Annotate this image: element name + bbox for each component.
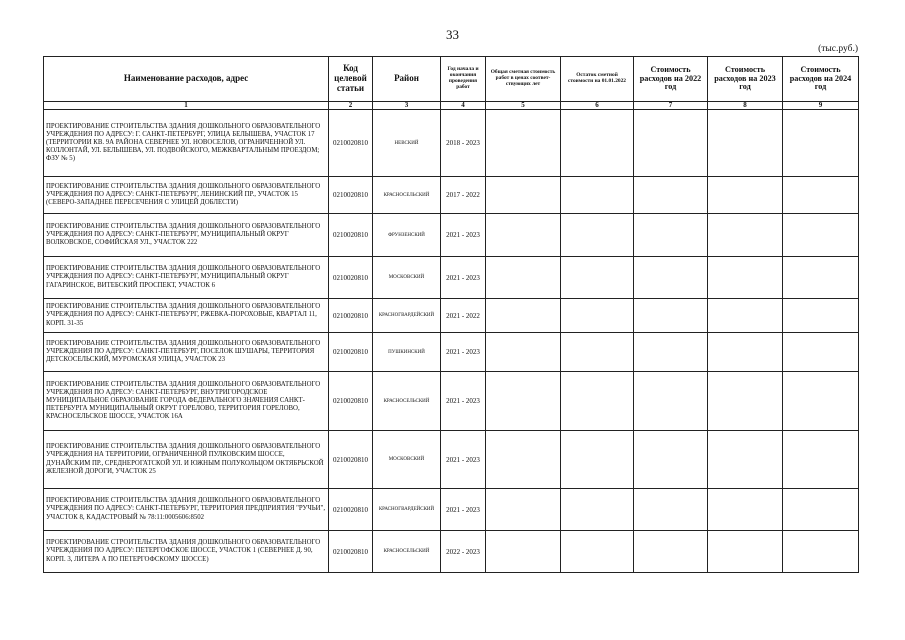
- row-period: 2021 - 2023: [441, 333, 486, 372]
- row-district: МОСКОВСКИЙ: [373, 431, 441, 489]
- row-cost-2023: [708, 531, 783, 573]
- header-code: Код целевой статьи: [329, 57, 373, 102]
- row-cost-2022: [634, 110, 708, 177]
- header-cost-2023: Стоимость расходов на 2023 год: [708, 57, 783, 102]
- row-cost-2024: [783, 489, 859, 531]
- row-district: КРАСНОГВАРДЕЙСКИЙ: [373, 299, 441, 333]
- table-row: [44, 299, 859, 333]
- row-period: 2018 - 2023: [441, 110, 486, 177]
- row-cost-2024: [783, 177, 859, 214]
- row-estimate: [486, 489, 561, 531]
- row-code: 0210020810: [329, 214, 373, 257]
- table-row: [44, 333, 859, 372]
- row-remainder: [561, 489, 634, 531]
- header-row: [44, 57, 859, 102]
- row-remainder: [561, 333, 634, 372]
- row-cost-2022: [634, 333, 708, 372]
- row-cost-2022: [634, 257, 708, 299]
- row-period: 2021 - 2023: [441, 431, 486, 489]
- row-cost-2023: [708, 177, 783, 214]
- row-cost-2024: [783, 299, 859, 333]
- table-row: [44, 372, 859, 431]
- column-number: 3: [373, 102, 441, 110]
- row-remainder: [561, 299, 634, 333]
- row-estimate: [486, 214, 561, 257]
- column-number: 7: [634, 102, 708, 110]
- row-estimate: [486, 299, 561, 333]
- row-cost-2022: [634, 214, 708, 257]
- row-name: ПРОЕКТИРОВАНИЕ СТРОИТЕЛЬСТВА ЗДАНИЯ ДОШКОЛЬНОГО ОБРАЗОВАТЕЛЬНОГО УЧРЕЖДЕНИЯ ПО АДРЕСУ: САНКТ-ПЕТЕРБУРГ, МУНИЦИПАЛЬНЫЙ ОКРУГ ГАГАРИНСКОЕ, ВИТЕБСКИЙ ПРОСПЕКТ, УЧАСТОК 6: [44, 257, 329, 299]
- row-cost-2022: [634, 431, 708, 489]
- row-district: КРАСНОСЕЛЬСКИЙ: [373, 177, 441, 214]
- row-period: 2021 - 2023: [441, 214, 486, 257]
- row-district: КРАСНОСЕЛЬСКИЙ: [373, 372, 441, 431]
- row-cost-2024: [783, 110, 859, 177]
- row-code: 0210020810: [329, 299, 373, 333]
- row-cost-2024: [783, 214, 859, 257]
- table-row: [44, 431, 859, 489]
- row-estimate: [486, 257, 561, 299]
- row-cost-2022: [634, 489, 708, 531]
- row-cost-2022: [634, 299, 708, 333]
- column-number: 9: [783, 102, 859, 110]
- row-name: ПРОЕКТИРОВАНИЕ СТРОИТЕЛЬСТВА ЗДАНИЯ ДОШКОЛЬНОГО ОБРАЗОВАТЕЛЬНОГО УЧРЕЖДЕНИЯ НА ТЕРРИТОРИИ, ОГРАНИЧЕННОЙ ПУЛКОВСКИМ ШОССЕ, ДУНАЙСКИМ ПР., СРЕДНЕРОГАТСКОЙ УЛ. И ЮЖНЫМ ПОЛУКОЛЬЦОМ ОКТЯБРЬСКОЙ ЖЕЛЕЗНОЙ ДОРОГИ, УЧАСТОК 25: [44, 431, 329, 489]
- table-row: [44, 214, 859, 257]
- table-row: [44, 489, 859, 531]
- row-district: МОСКОВСКИЙ: [373, 257, 441, 299]
- unit-note: (тыс.руб.): [818, 44, 858, 54]
- row-name: ПРОЕКТИРОВАНИЕ СТРОИТЕЛЬСТВА ЗДАНИЯ ДОШКОЛЬНОГО ОБРАЗОВАТЕЛЬНОГО УЧРЕЖДЕНИЯ ПО АДРЕСУ: САНКТ-ПЕТЕРБУРГ, МУНИЦИПАЛЬНЫЙ ОКРУГ ВОЛКОВСКОЕ, СОФИЙСКАЯ УЛ., УЧАСТОК 222: [44, 214, 329, 257]
- row-district: ПУШКИНСКИЙ: [373, 333, 441, 372]
- table-row: [44, 257, 859, 299]
- column-number: 6: [561, 102, 634, 110]
- row-cost-2023: [708, 489, 783, 531]
- header-estimate: Общая сметная стоимость работ в ценах соответ-ствующих лет: [486, 57, 561, 102]
- row-cost-2024: [783, 333, 859, 372]
- row-cost-2023: [708, 431, 783, 489]
- row-code: 0210020810: [329, 257, 373, 299]
- row-remainder: [561, 531, 634, 573]
- row-cost-2022: [634, 531, 708, 573]
- row-code: 0210020810: [329, 177, 373, 214]
- row-estimate: [486, 177, 561, 214]
- row-name: ПРОЕКТИРОВАНИЕ СТРОИТЕЛЬСТВА ЗДАНИЯ ДОШКОЛЬНОГО ОБРАЗОВАТЕЛЬНОГО УЧРЕЖДЕНИЯ ПО АДРЕСУ: САНКТ-ПЕТЕРБУРГ, ЛЕНИНСКИЙ ПР., УЧАСТОК 15 (СЕВЕРО-ЗАПАДНЕЕ ПЕРЕСЕЧЕНИЯ С УЛИЦЕЙ ДОБЛЕСТИ): [44, 177, 329, 214]
- table-row: [44, 531, 859, 573]
- row-estimate: [486, 333, 561, 372]
- row-cost-2023: [708, 372, 783, 431]
- row-period: 2021 - 2023: [441, 257, 486, 299]
- budget-table: [43, 56, 859, 573]
- row-estimate: [486, 110, 561, 177]
- column-number: 5: [486, 102, 561, 110]
- row-remainder: [561, 431, 634, 489]
- row-name: ПРОЕКТИРОВАНИЕ СТРОИТЕЛЬСТВА ЗДАНИЯ ДОШКОЛЬНОГО ОБРАЗОВАТЕЛЬНОГО УЧРЕЖДЕНИЯ ПО АДРЕСУ: САНКТ-ПЕТЕРБУРГ, ВНУТРИГОРОДСКОЕ МУНИЦИПАЛЬНОЕ ОБРАЗОВАНИЕ ГОРОДА ФЕДЕРАЛЬНОГО ЗНАЧЕНИЯ САНКТ-ПЕТЕРБУРГА МУНИЦИПАЛЬНЫЙ ОКРУГ ГОРЕЛОВО, ТЕРРИТОРИЯ ГОРЕЛОВО, КРАСНОСЕЛЬСКОЕ ШОССЕ, УЧАСТОК 16А: [44, 372, 329, 431]
- row-remainder: [561, 372, 634, 431]
- row-remainder: [561, 214, 634, 257]
- row-period: 2021 - 2022: [441, 299, 486, 333]
- row-remainder: [561, 110, 634, 177]
- header-remainder: Остаток сметной стоимости на 01.01.2022: [561, 57, 634, 102]
- row-cost-2023: [708, 333, 783, 372]
- row-code: 0210020810: [329, 531, 373, 573]
- row-cost-2023: [708, 299, 783, 333]
- row-district: ФРУНЗЕНСКИЙ: [373, 214, 441, 257]
- page-number: 33: [446, 27, 459, 42]
- column-number: 8: [708, 102, 783, 110]
- row-name: ПРОЕКТИРОВАНИЕ СТРОИТЕЛЬСТВА ЗДАНИЯ ДОШКОЛЬНОГО ОБРАЗОВАТЕЛЬНОГО УЧРЕЖДЕНИЯ ПО АДРЕСУ: Г. САНКТ-ПЕТЕРБУРГ, УЛИЦА БЕЛЫШЕВА, УЧАСТОК 17 (ТЕРРИТОРИИ КВ. 9А РАЙОНА СЕВЕРНЕЕ УЛ. НОВОСЕЛОВ, ОГРАНИЧЕННОЙ УЛ. КОЛЛОНТАЙ, УЛ. БЕЛЫШЕВА, УЛ. ПОДВОЙСКОГО, МЕЖКВАРТАЛЬНЫМ ПРОЕЗДОМ; ФЗУ № 5): [44, 110, 329, 177]
- row-cost-2022: [634, 372, 708, 431]
- row-district: КРАСНОСЕЛЬСКИЙ: [373, 531, 441, 573]
- row-estimate: [486, 531, 561, 573]
- row-cost-2024: [783, 257, 859, 299]
- row-cost-2024: [783, 431, 859, 489]
- row-name: ПРОЕКТИРОВАНИЕ СТРОИТЕЛЬСТВА ЗДАНИЯ ДОШКОЛЬНОГО ОБРАЗОВАТЕЛЬНОГО УЧРЕЖДЕНИЯ ПО АДРЕСУ: САНКТ-ПЕТЕРБУРГ, ТЕРРИТОРИЯ ПРЕДПРИЯТИЯ "РУЧЬИ", УЧАСТОК 8, КАДАСТРОВЫЙ № 78:11:0005606:8502: [44, 489, 329, 531]
- column-number: 4: [441, 102, 486, 110]
- row-code: 0210020810: [329, 489, 373, 531]
- row-code: 0210020810: [329, 333, 373, 372]
- row-period: 2021 - 2023: [441, 372, 486, 431]
- column-number-row: [44, 102, 859, 110]
- header-district: Район: [373, 57, 441, 102]
- row-code: 0210020810: [329, 431, 373, 489]
- row-cost-2024: [783, 531, 859, 573]
- header-period: Год начала и окончания проведения работ: [441, 57, 486, 102]
- table-row: [44, 177, 859, 214]
- row-name: ПРОЕКТИРОВАНИЕ СТРОИТЕЛЬСТВА ЗДАНИЯ ДОШКОЛЬНОГО ОБРАЗОВАТЕЛЬНОГО УЧРЕЖДЕНИЯ ПО АДРЕСУ: САНКТ-ПЕТЕРБУРГ, ПОСЕЛОК ШУШАРЫ, ТЕРРИТОРИЯ ДЕТСКОСЕЛЬСКИЙ, МУРОМСКАЯ УЛИЦА, УЧАСТОК 23: [44, 333, 329, 372]
- row-estimate: [486, 372, 561, 431]
- row-district: НЕВСКИЙ: [373, 110, 441, 177]
- row-cost-2022: [634, 177, 708, 214]
- row-cost-2024: [783, 372, 859, 431]
- row-remainder: [561, 177, 634, 214]
- column-number: 1: [44, 102, 329, 110]
- row-name: ПРОЕКТИРОВАНИЕ СТРОИТЕЛЬСТВА ЗДАНИЯ ДОШКОЛЬНОГО ОБРАЗОВАТЕЛЬНОГО УЧРЕЖДЕНИЯ ПО АДРЕСУ: ПЕТЕРГОФСКОЕ ШОССЕ, УЧАСТОК 1 (СЕВЕРНЕЕ Д. 90, КОРП. 3, ЛИТЕРА А ПО ПЕТЕРГОФСКОМУ ШОССЕ): [44, 531, 329, 573]
- row-estimate: [486, 431, 561, 489]
- row-cost-2023: [708, 214, 783, 257]
- header-name: Наименование расходов, адрес: [44, 57, 329, 102]
- row-cost-2023: [708, 110, 783, 177]
- row-remainder: [561, 257, 634, 299]
- header-cost-2024: Стоимость расходов на 2024 год: [783, 57, 859, 102]
- row-period: 2021 - 2023: [441, 489, 486, 531]
- table-row: [44, 110, 859, 177]
- row-cost-2023: [708, 257, 783, 299]
- row-period: 2022 - 2023: [441, 531, 486, 573]
- column-number: 2: [329, 102, 373, 110]
- row-code: 0210020810: [329, 372, 373, 431]
- row-period: 2017 - 2022: [441, 177, 486, 214]
- row-code: 0210020810: [329, 110, 373, 177]
- row-district: КРАСНОГВАРДЕЙСКИЙ: [373, 489, 441, 531]
- row-name: ПРОЕКТИРОВАНИЕ СТРОИТЕЛЬСТВА ЗДАНИЯ ДОШКОЛЬНОГО ОБРАЗОВАТЕЛЬНОГО УЧРЕЖДЕНИЯ ПО АДРЕСУ: САНКТ-ПЕТЕРБУРГ, РЖЕВКА-ПОРОХОВЫЕ, КВАРТАЛ 11, КОРП. 31-35: [44, 299, 329, 333]
- header-cost-2022: Стоимость расходов на 2022 год: [634, 57, 708, 102]
